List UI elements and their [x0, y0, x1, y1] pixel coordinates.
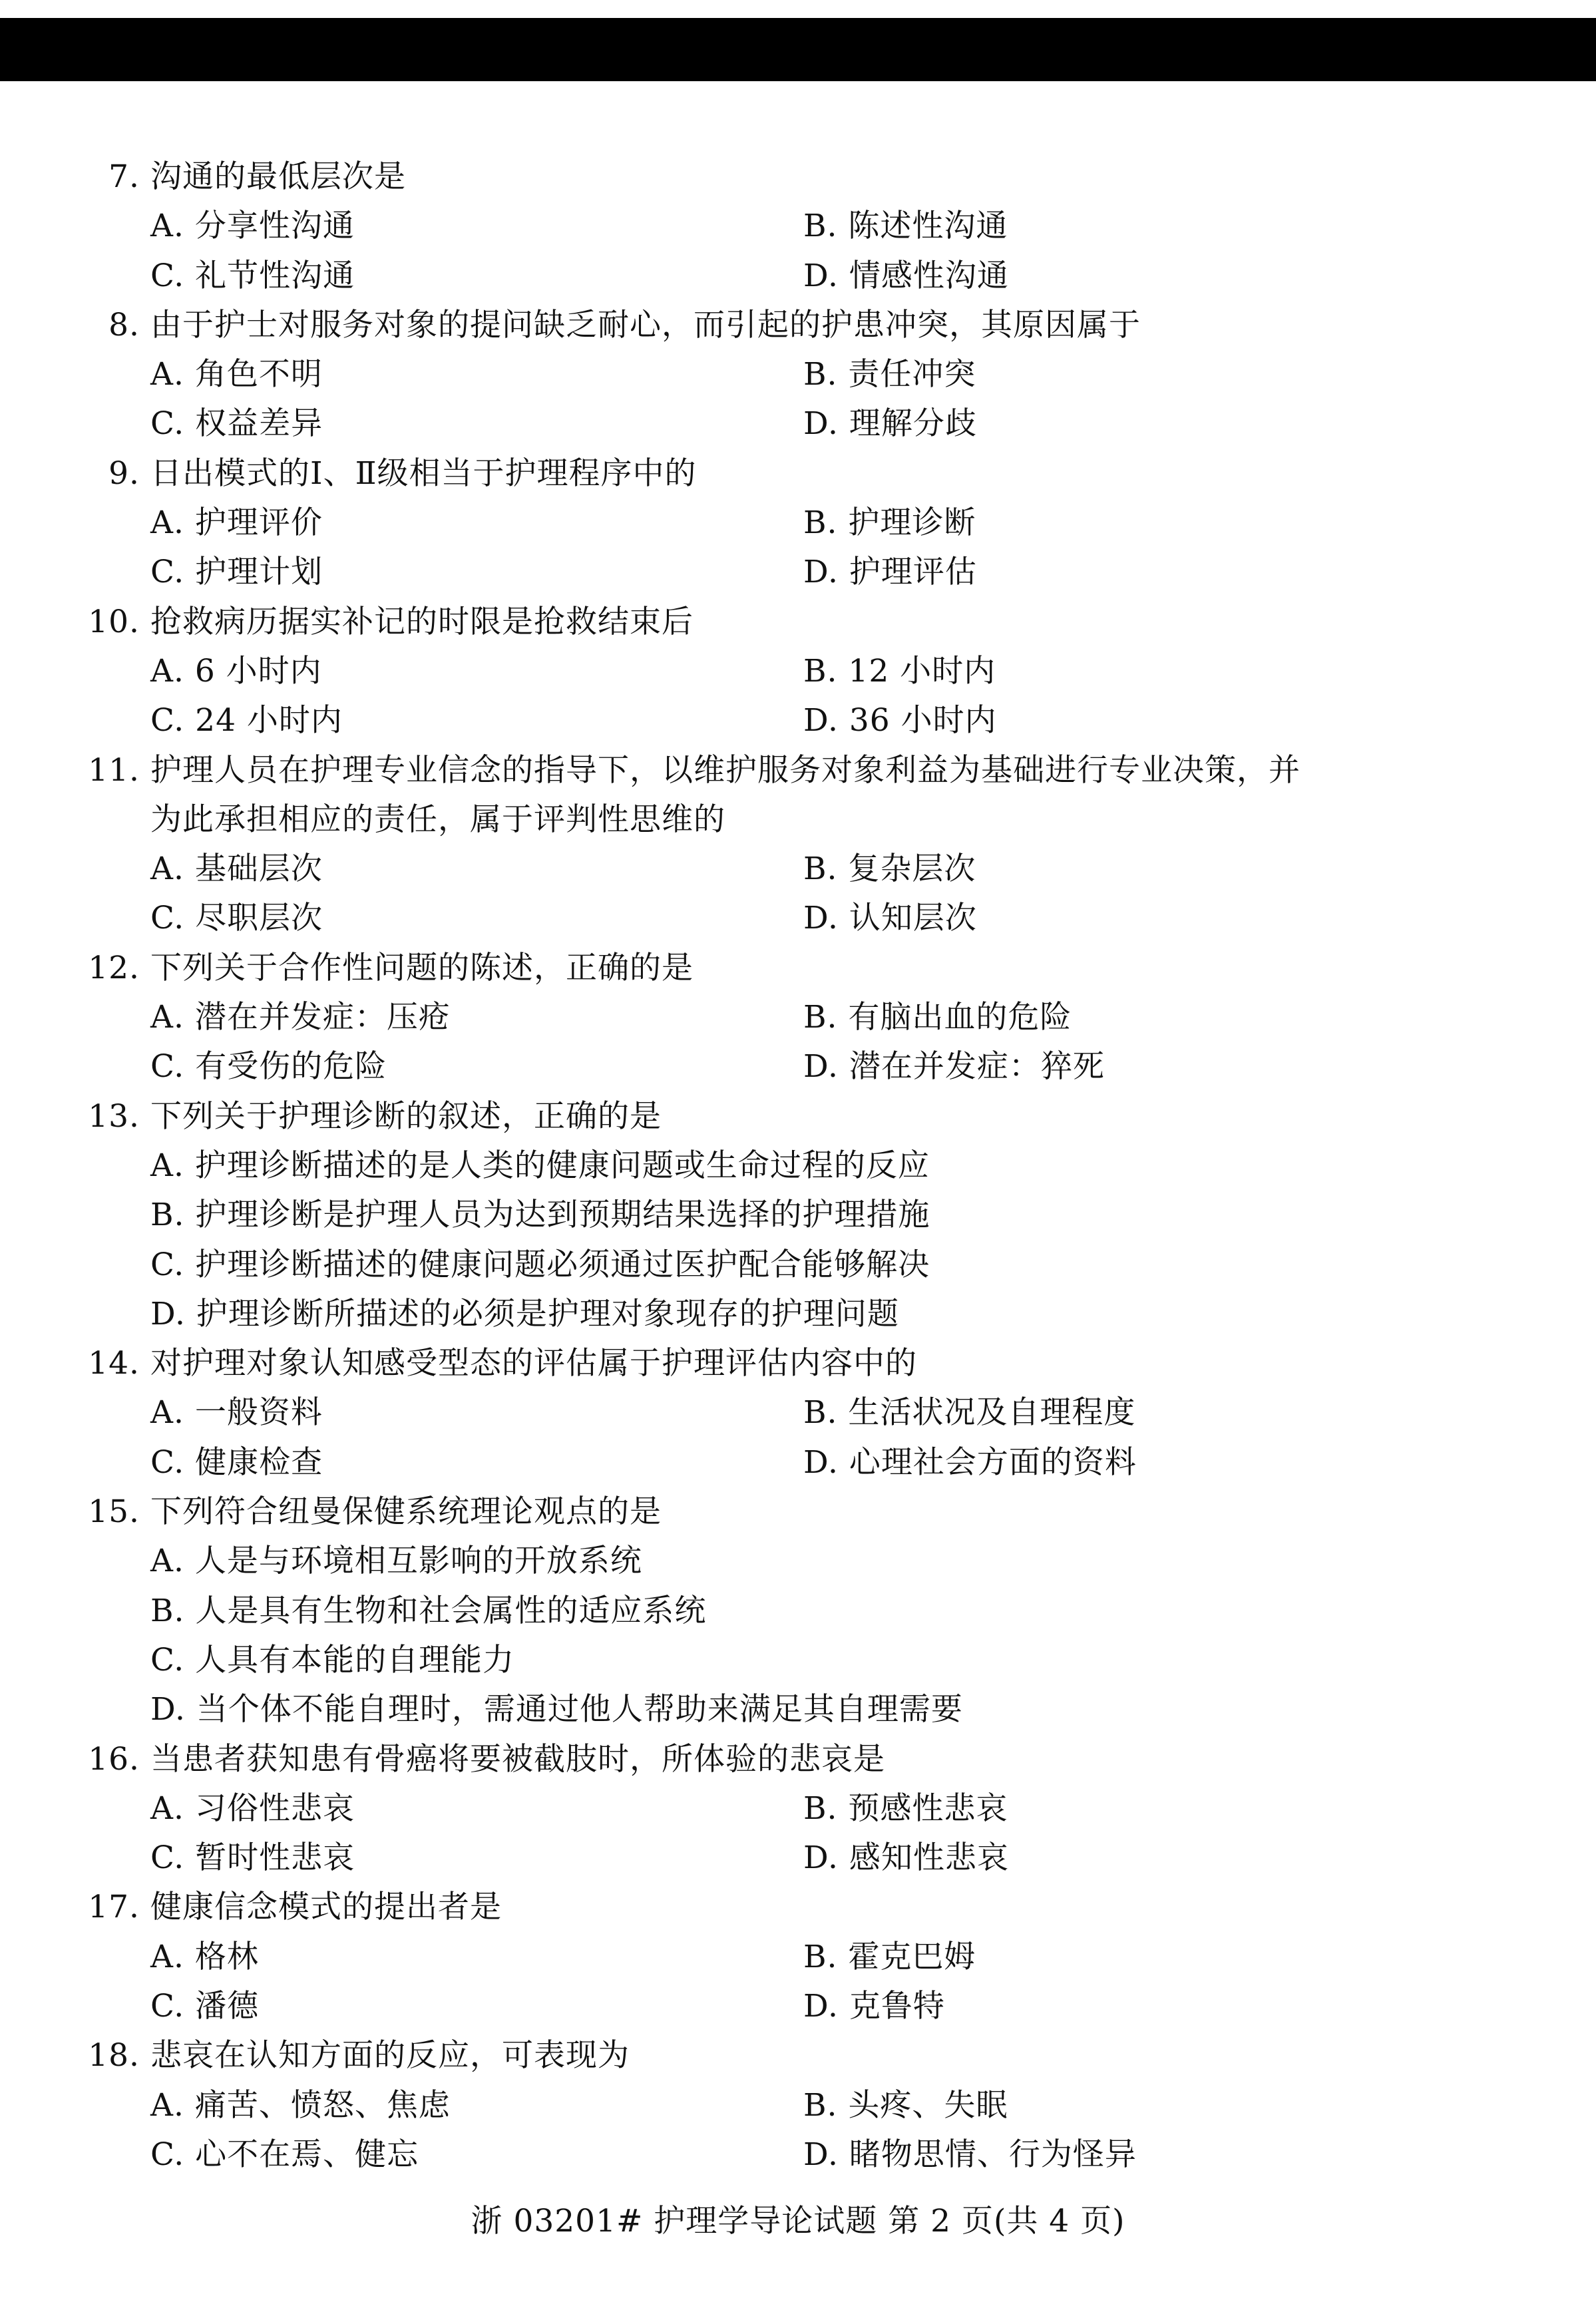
scan-top-black-bar: [0, 18, 1596, 81]
question-block: [0, 301, 1596, 449]
question-stem-line: [0, 598, 1596, 647]
answer-option-a: A. 格林: [150, 1938, 259, 1975]
question-stem-line: [0, 152, 1596, 202]
question-stem-line: [0, 944, 1596, 993]
question-block: [0, 1092, 1596, 1339]
answer-option-a: A. 角色不明: [150, 356, 323, 393]
options-row: [0, 1042, 1596, 1091]
answer-option-b: B. 护理诊断: [803, 504, 976, 542]
question-stem-line: [0, 1487, 1596, 1537]
options-row: [0, 350, 1596, 399]
question-number: 18.: [88, 2037, 140, 2074]
answer-option-c: C. 尽职层次: [150, 900, 323, 937]
options-row: [0, 1784, 1596, 1833]
question-number: 15.: [88, 1493, 140, 1531]
options-row: [0, 1982, 1596, 2031]
options-row: [0, 1636, 1596, 1685]
question-text: 对护理对象认知感受型态的评估属于护理评估内容中的: [150, 1345, 917, 1382]
answer-option-a: A. 6 小时内: [150, 652, 322, 689]
answer-option-b: B. 护理诊断是护理人员为达到预期结果选择的护理措施: [150, 1197, 930, 1234]
question-number: 16.: [88, 1740, 140, 1778]
answer-option-b: B. 预感性悲哀: [803, 1790, 1008, 1827]
question-stem-line: [0, 301, 1596, 350]
question-text: 下列关于合作性问题的陈述，正确的是: [150, 949, 694, 986]
answer-option-c: C. 礼节性沟通: [150, 257, 355, 294]
question-text: 下列关于护理诊断的叙述，正确的是: [150, 1097, 662, 1135]
options-row: [0, 252, 1596, 301]
answer-option-a: A. 人是与环境相互影响的开放系统: [150, 1543, 642, 1580]
options-row: [0, 202, 1596, 251]
question-block: [0, 944, 1596, 1092]
question-stem-line: [0, 1735, 1596, 1784]
options-row: [0, 1241, 1596, 1290]
answer-option-d: D. 36 小时内: [803, 702, 997, 739]
options-row: [0, 1537, 1596, 1586]
question-block: [0, 746, 1596, 944]
answer-option-b: B. 有脑出血的危险: [803, 999, 1072, 1036]
answer-option-a: A. 护理诊断描述的是人类的健康问题或生命过程的反应: [150, 1147, 930, 1184]
options-row: [0, 399, 1596, 449]
answer-option-b: B. 人是具有生物和社会属性的适应系统: [150, 1592, 707, 1629]
question-text: 抢救病历据实补记的时限是抢救结束后: [150, 603, 694, 640]
question-text: 下列符合纽曼保健系统理论观点的是: [150, 1493, 662, 1531]
options-row: [0, 894, 1596, 943]
options-row: [0, 1141, 1596, 1191]
answer-option-d: D. 护理评估: [803, 554, 977, 591]
question-number: 11.: [88, 751, 140, 789]
options-row: [0, 1933, 1596, 1982]
answer-option-d: D. 理解分歧: [803, 405, 977, 443]
question-number: 9.: [108, 455, 140, 492]
answer-option-a: A. 习俗性悲哀: [150, 1790, 355, 1827]
question-stem-line: [0, 1883, 1596, 1932]
question-number: 10.: [88, 603, 140, 640]
options-row: [0, 1685, 1596, 1734]
answer-option-d: D. 认知层次: [803, 900, 977, 937]
answer-option-a: A. 基础层次: [150, 851, 323, 888]
answer-option-c: C. 人具有本能的自理能力: [150, 1641, 515, 1678]
question-stem-line: [0, 1092, 1596, 1141]
question-stem-line: [0, 795, 1596, 845]
answer-option-a: A. 分享性沟通: [150, 208, 355, 245]
answer-option-c: C. 有受伤的危险: [150, 1048, 387, 1085]
options-row: [0, 647, 1596, 696]
options-row: [0, 1290, 1596, 1339]
question-block: [0, 1735, 1596, 1883]
answer-option-b: B. 复杂层次: [803, 851, 976, 888]
question-stem-line: [0, 1339, 1596, 1388]
question-text: 为此承担相应的责任，属于评判性思维的: [150, 801, 725, 838]
options-row: [0, 1833, 1596, 1883]
answer-option-d: D. 睹物思情、行为怪异: [803, 2136, 1137, 2173]
answer-option-d: D. 感知性悲哀: [803, 1839, 1009, 1877]
answer-option-a: A. 一般资料: [150, 1394, 323, 1432]
page-footer: 浙 03201# 护理学导论试题 第 2 页(共 4 页): [471, 2203, 1125, 2239]
answer-option-d: D. 潜在并发症：猝死: [803, 1048, 1105, 1085]
question-stem-line: [0, 746, 1596, 795]
answer-option-c: C. 心不在焉、健忘: [150, 2136, 419, 2173]
options-row: [0, 2081, 1596, 2130]
answer-option-d: D. 情感性沟通: [803, 257, 1009, 294]
options-row: [0, 845, 1596, 894]
question-block: [0, 449, 1596, 598]
answer-option-d: D. 护理诊断所描述的必须是护理对象现存的护理问题: [150, 1295, 899, 1332]
answer-option-b: B. 生活状况及自理程度: [803, 1394, 1136, 1432]
question-text: 护理人员在护理专业信念的指导下，以维护服务对象利益为基础进行专业决策，并: [150, 751, 1300, 789]
options-row: [0, 2130, 1596, 2180]
answer-option-a: A. 护理评价: [150, 504, 323, 542]
options-row: [0, 696, 1596, 745]
question-number: 14.: [88, 1345, 140, 1382]
question-number: 7.: [108, 158, 140, 195]
answer-option-c: C. 暂时性悲哀: [150, 1839, 355, 1877]
options-row: [0, 1388, 1596, 1438]
answer-option-b: B. 头疼、失眠: [803, 2086, 1008, 2124]
question-block: [0, 1339, 1596, 1487]
question-number: 13.: [88, 1097, 140, 1135]
question-text: 日出模式的Ⅰ、Ⅱ级相当于护理程序中的: [150, 455, 697, 492]
question-text: 由于护士对服务对象的提问缺乏耐心，而引起的护患冲突，其原因属于: [150, 306, 1141, 343]
answer-option-b: B. 陈述性沟通: [803, 208, 1008, 245]
answer-option-c: C. 潘德: [150, 1987, 260, 2024]
question-block: [0, 1487, 1596, 1734]
options-row: [0, 993, 1596, 1042]
question-stem-line: [0, 2031, 1596, 2080]
answer-option-b: B. 12 小时内: [803, 652, 996, 689]
options-row: [0, 1191, 1596, 1240]
question-number: 12.: [88, 949, 140, 986]
question-text: 健康信念模式的提出者是: [150, 1889, 502, 1926]
question-block: [0, 598, 1596, 746]
answer-option-a: A. 痛苦、愤怒、焦虑: [150, 2086, 451, 2124]
answer-option-c: C. 24 小时内: [150, 702, 343, 739]
answer-option-c: C. 护理计划: [150, 554, 323, 591]
answer-option-d: D. 当个体不能自理时，需通过他人帮助来满足其自理需要: [150, 1691, 963, 1728]
question-text: 悲哀在认知方面的反应，可表现为: [150, 2037, 630, 2074]
question-block: [0, 1883, 1596, 2031]
options-row: [0, 1587, 1596, 1636]
question-number: 8.: [108, 306, 140, 343]
question-text: 沟通的最低层次是: [150, 158, 406, 195]
options-row: [0, 498, 1596, 548]
answer-option-a: A. 潜在并发症：压疮: [150, 999, 451, 1036]
question-text: 当患者获知患有骨癌将要被截肢时，所体验的悲哀是: [150, 1740, 885, 1778]
answer-option-d: D. 心理社会方面的资料: [803, 1444, 1137, 1481]
options-row: [0, 548, 1596, 597]
answer-option-b: B. 霍克巴姆: [803, 1938, 976, 1975]
question-stem-line: [0, 449, 1596, 498]
answer-option-c: C. 权益差异: [150, 405, 323, 443]
answer-option-c: C. 护理诊断描述的健康问题必须通过医护配合能够解决: [150, 1246, 930, 1283]
answer-option-d: D. 克鲁特: [803, 1987, 945, 2024]
question-block: [0, 152, 1596, 301]
answer-option-b: B. 责任冲突: [803, 356, 976, 393]
options-row: [0, 1438, 1596, 1487]
answer-option-c: C. 健康检查: [150, 1444, 323, 1481]
question-block: [0, 2031, 1596, 2180]
exam-questions: [0, 152, 1596, 2180]
question-number: 17.: [88, 1889, 140, 1926]
